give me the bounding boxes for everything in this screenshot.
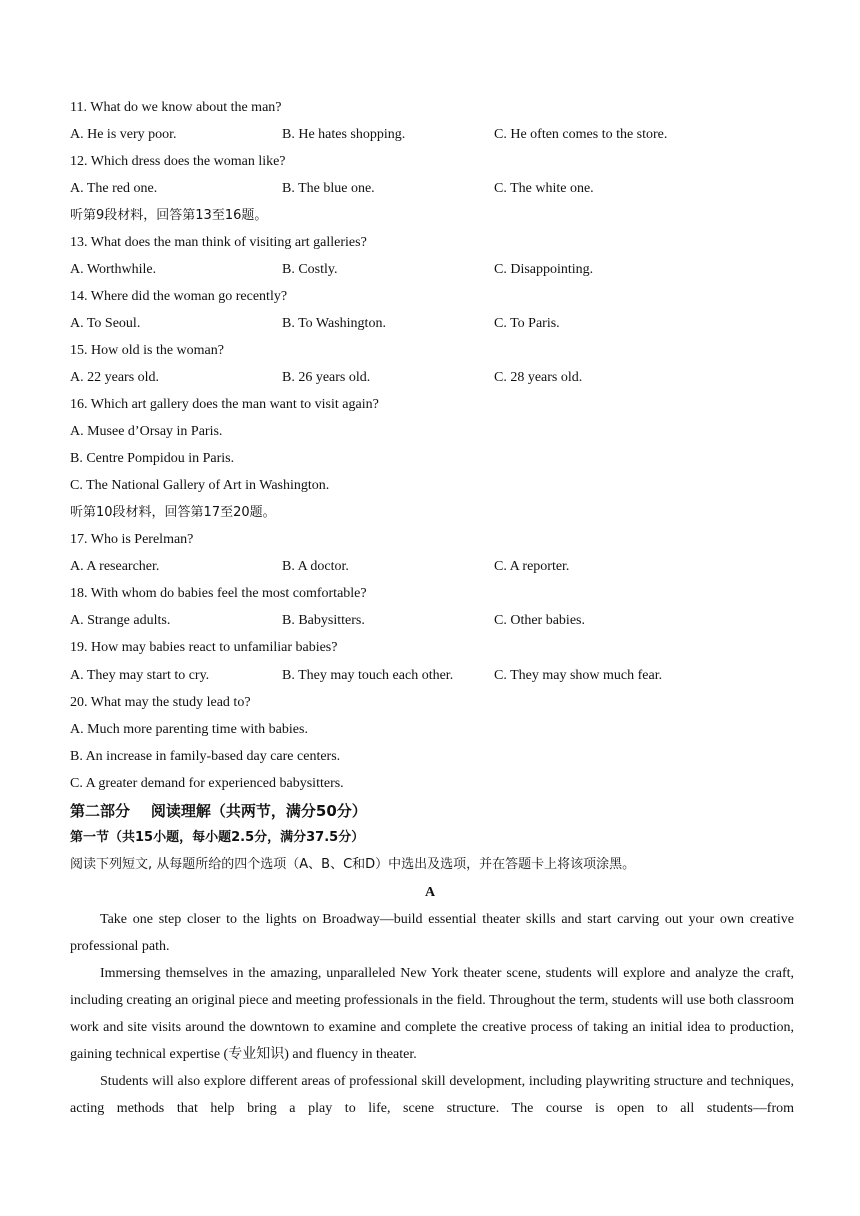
q18-option-b: B. Babysitters.	[282, 613, 365, 628]
q15-option-b: B. 26 years old.	[282, 370, 371, 385]
passage-paragraph-1: Take one step closer to the lights on Broadway—build essential theater skills and start carving out your own creative professional path.	[70, 912, 794, 954]
question-19: 19. How may babies react to unfamiliar babies?	[70, 640, 338, 655]
q15-option-c: C. 28 years old.	[494, 370, 583, 385]
q19-option-b: B. They may touch each other.	[282, 668, 454, 683]
question-11: 11. What do we know about the man?	[70, 100, 282, 115]
q11-option-b: B. He hates shopping.	[282, 127, 406, 142]
q20-option-a: A. Much more parenting time with babies.	[70, 722, 308, 737]
q13-option-b: B. Costly.	[282, 262, 338, 277]
q12-option-c: C. The white one.	[494, 181, 594, 196]
passage-paragraph-2: Immersing themselves in the amazing, unparalleled New York theater scene, students will explore and analyze the craft, including creating an original piece and meeting professionals in the field. Throughout the term, students will use both classroom work and site visits around the downtown to examine and complete the creative process of taking an initial idea to production, gaining technical expertise (专业知识) and fluency in theater.	[70, 966, 794, 1062]
reading-instruction: 阅读下列短文, 从每题所给的四个选项（A、B、C和D）中选出及选项，并在答题卡上将该项涂黑。	[70, 857, 636, 872]
q18-option-a: A. Strange adults.	[70, 613, 171, 628]
q18-option-c: C. Other babies.	[494, 613, 585, 628]
listening-instruction-9: 听第9段材料，回答第13至16题。	[70, 208, 268, 223]
listening-instruction-10: 听第10段材料，回答第17至20题。	[70, 505, 276, 520]
q11-option-c: C. He often comes to the store.	[494, 127, 668, 142]
passage-paragraph-3: Students will also explore different areas of professional skill development, including playwriting structure and techniques, acting methods that help bring a play to life, scene structure. The course is open to all students—from	[70, 1074, 794, 1116]
q13-option-c: C. Disappointing.	[494, 262, 594, 277]
q11-option-a: A. He is very poor.	[70, 127, 177, 142]
part2-title: 第二部分 阅读理解（共两节，满分50分）	[70, 802, 367, 820]
q16-option-a: A. Musee d’Orsay in Paris.	[70, 424, 223, 439]
question-16: 16. Which art gallery does the man want to visit again?	[70, 397, 379, 412]
q17-option-c: C. A reporter.	[494, 559, 570, 574]
question-13: 13. What does the man think of visiting art galleries?	[70, 235, 367, 250]
section1-title: 第一节（共15小题，每小题2.5分，满分37.5分）	[70, 830, 365, 845]
question-15: 15. How old is the woman?	[70, 343, 224, 358]
q16-option-c: C. The National Gallery of Art in Washington.	[70, 478, 330, 493]
q13-option-a: A. Worthwhile.	[70, 262, 157, 277]
q20-option-b: B. An increase in family-based day care centers.	[70, 749, 341, 764]
q16-option-b: B. Centre Pompidou in Paris.	[70, 451, 235, 466]
question-20: 20. What may the study lead to?	[70, 695, 251, 710]
q15-option-a: A. 22 years old.	[70, 370, 160, 385]
passage-label: A	[424, 885, 436, 900]
question-12: 12. Which dress does the woman like?	[70, 154, 286, 169]
q20-option-c: C. A greater demand for experienced babysitters.	[70, 776, 344, 791]
q14-option-b: B. To Washington.	[282, 316, 386, 331]
q12-option-b: B. The blue one.	[282, 181, 375, 196]
q17-option-a: A. A researcher.	[70, 559, 160, 574]
q14-option-a: A. To Seoul.	[70, 316, 141, 331]
question-17: 17. Who is Perelman?	[70, 532, 194, 547]
q19-option-c: C. They may show much fear.	[494, 668, 663, 683]
question-18: 18. With whom do babies feel the most comfortable?	[70, 586, 367, 601]
q19-option-a: A. They may start to cry.	[70, 668, 210, 683]
q17-option-b: B. A doctor.	[282, 559, 349, 574]
q14-option-c: C. To Paris.	[494, 316, 560, 331]
q12-option-a: A. The red one.	[70, 181, 158, 196]
question-14: 14. Where did the woman go recently?	[70, 289, 288, 304]
